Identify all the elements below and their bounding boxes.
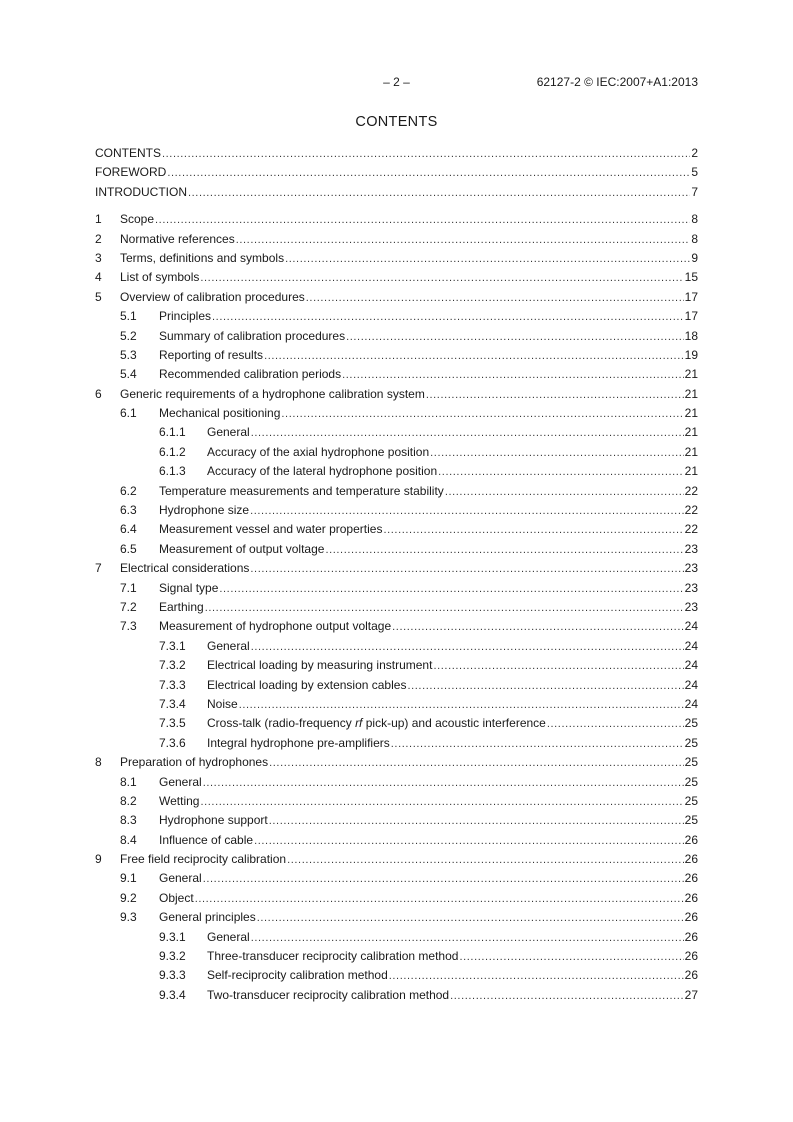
toc-entry-number: 9 bbox=[95, 852, 102, 867]
toc-entry[interactable] bbox=[95, 638, 698, 657]
toc-entry-title: Generic requirements of a hydrophone calibration system bbox=[120, 386, 425, 401]
toc-entry-number: 7.3.1 bbox=[159, 638, 186, 653]
toc-entry-page: 26 bbox=[684, 910, 698, 925]
toc-entry-number: 8.3 bbox=[120, 813, 137, 828]
toc-entry-page: 15 bbox=[684, 270, 698, 285]
toc-entry-number: 7.3.6 bbox=[159, 735, 186, 750]
toc-entry-title: Three-transducer reciprocity calibration method bbox=[207, 949, 459, 964]
dot-leader bbox=[212, 308, 684, 325]
toc-entry[interactable] bbox=[95, 211, 698, 230]
toc-entry[interactable] bbox=[95, 890, 698, 909]
toc-entry[interactable] bbox=[95, 851, 698, 870]
toc-entry-page: 17 bbox=[684, 309, 698, 324]
toc-entry-title: Reporting of results bbox=[159, 347, 264, 362]
toc-entry-page: 25 bbox=[684, 774, 698, 789]
toc-entry[interactable] bbox=[95, 347, 698, 366]
toc-entry-page: 17 bbox=[684, 289, 698, 304]
toc-entry-page: 24 bbox=[684, 638, 698, 653]
toc-entry-number: 9.3.1 bbox=[159, 929, 186, 944]
toc-entry[interactable] bbox=[95, 754, 698, 773]
dot-leader bbox=[195, 890, 684, 907]
dot-leader bbox=[281, 405, 683, 422]
toc-entry-number: 9.2 bbox=[120, 890, 137, 905]
toc-entry-title: General principles bbox=[159, 910, 256, 925]
toc-entry-page: 23 bbox=[684, 541, 698, 556]
toc-entry-title: Mechanical positioning bbox=[159, 406, 281, 421]
toc-entry-number: 2 bbox=[95, 231, 102, 246]
toc-entry[interactable] bbox=[95, 145, 698, 164]
toc-entry[interactable] bbox=[95, 184, 698, 203]
toc-entry[interactable] bbox=[95, 870, 698, 889]
dot-leader bbox=[203, 870, 684, 887]
toc-entry[interactable] bbox=[95, 948, 698, 967]
toc-entry-number: 9.3.4 bbox=[159, 987, 186, 1002]
toc-entry[interactable] bbox=[95, 812, 698, 831]
dot-leader bbox=[383, 521, 683, 538]
toc-entry-page: 9 bbox=[691, 250, 698, 265]
toc-entry-title: Normative references bbox=[120, 231, 235, 246]
dot-leader bbox=[254, 832, 684, 849]
dot-leader bbox=[269, 754, 684, 771]
toc-entry-page: 24 bbox=[684, 658, 698, 673]
dot-leader bbox=[264, 347, 684, 364]
toc-entry-title: Electrical considerations bbox=[120, 561, 250, 576]
toc-entry-number: 6.2 bbox=[120, 483, 137, 498]
dot-leader bbox=[547, 715, 684, 732]
toc-entry[interactable] bbox=[95, 929, 698, 948]
toc-entry-title: Self-reciprocity calibration method bbox=[207, 968, 388, 983]
dot-leader bbox=[433, 657, 683, 674]
toc-entry-number: 7.3.2 bbox=[159, 658, 186, 673]
dot-leader bbox=[203, 774, 684, 791]
toc-entry-number: 5.3 bbox=[120, 347, 137, 362]
toc-entry[interactable] bbox=[95, 405, 698, 424]
toc-entry-number: 5 bbox=[95, 289, 102, 304]
toc-entry-title: Temperature measurements and temperature stability bbox=[159, 483, 444, 498]
dot-leader bbox=[392, 618, 683, 635]
toc-entry-number: 5.4 bbox=[120, 367, 137, 382]
toc-entry-page: 5 bbox=[691, 165, 698, 180]
toc-entry-page: 19 bbox=[684, 347, 698, 362]
toc-entry[interactable] bbox=[95, 444, 698, 463]
toc-entry-page: 2 bbox=[691, 146, 698, 160]
page-title: CONTENTS bbox=[355, 114, 438, 130]
toc-entry-page: 21 bbox=[684, 406, 698, 421]
dot-leader bbox=[205, 599, 684, 616]
toc-entry-title: Accuracy of the lateral hydrophone position bbox=[207, 464, 438, 479]
table-of-contents bbox=[95, 145, 698, 1006]
dot-leader bbox=[167, 164, 690, 181]
toc-entry[interactable] bbox=[95, 696, 698, 715]
toc-entry-number: 7.3 bbox=[120, 619, 137, 634]
toc-entry-number: 4 bbox=[95, 270, 102, 285]
toc-entry-title: Noise bbox=[207, 696, 238, 711]
toc-entry-number: 5.1 bbox=[120, 309, 137, 324]
toc-entry-page: 25 bbox=[684, 755, 698, 770]
dot-leader bbox=[250, 502, 684, 519]
toc-entry-number: 7 bbox=[95, 561, 102, 576]
dot-leader bbox=[459, 948, 683, 965]
dot-leader bbox=[251, 638, 684, 655]
dot-leader bbox=[219, 580, 683, 597]
toc-entry-page: 22 bbox=[684, 483, 698, 498]
dot-leader bbox=[306, 289, 684, 306]
toc-entry-title: Two-transducer reciprocity calibration method bbox=[207, 987, 450, 1002]
toc-entry[interactable] bbox=[95, 909, 698, 928]
toc-entry-title: General bbox=[159, 871, 202, 886]
toc-entry-page: 25 bbox=[684, 735, 698, 750]
toc-entry-page: 21 bbox=[684, 425, 698, 440]
dot-leader bbox=[389, 967, 684, 984]
toc-entry-page: 23 bbox=[684, 561, 698, 576]
toc-entry-number: 8.2 bbox=[120, 793, 137, 808]
toc-entry[interactable] bbox=[95, 580, 698, 599]
toc-entry-page: 21 bbox=[684, 386, 698, 401]
toc-entry[interactable] bbox=[95, 967, 698, 986]
document-id: 62127-2 © IEC:2007+A1:2013 bbox=[536, 75, 698, 89]
toc-entry-title: Earthing bbox=[159, 599, 204, 614]
toc-entry-number: 7.3.4 bbox=[159, 696, 186, 711]
toc-entry-number: 5.2 bbox=[120, 328, 137, 343]
toc-entry-title: Overview of calibration procedures bbox=[120, 289, 305, 304]
dot-leader bbox=[257, 909, 684, 926]
toc-entry-page: 22 bbox=[684, 522, 698, 537]
toc-entry[interactable] bbox=[95, 560, 698, 579]
toc-entry-page: 25 bbox=[684, 813, 698, 828]
toc-entry-page: 26 bbox=[684, 949, 698, 964]
dot-leader bbox=[426, 386, 684, 403]
toc-entry-number: 1 bbox=[95, 212, 102, 227]
toc-entry-title: Cross-talk (radio-frequency rf pick-up) and acoustic interference bbox=[207, 716, 546, 731]
toc-entry-title: INTRODUCTION bbox=[95, 184, 187, 199]
toc-entry[interactable] bbox=[95, 463, 698, 482]
toc-entry-page: 8 bbox=[691, 231, 698, 246]
toc-entry-number: 6.1.1 bbox=[159, 425, 186, 440]
toc-entry-title: General bbox=[207, 638, 250, 653]
toc-entry[interactable] bbox=[95, 386, 698, 405]
dot-leader bbox=[438, 463, 684, 480]
toc-entry-number: 6.1 bbox=[120, 406, 137, 421]
dot-leader bbox=[269, 812, 684, 829]
toc-entry-page: 21 bbox=[684, 367, 698, 382]
section-gap bbox=[95, 203, 698, 211]
toc-entry-number: 9.3.2 bbox=[159, 949, 186, 964]
dot-leader bbox=[407, 677, 683, 694]
toc-entry-title: Influence of cable bbox=[159, 832, 254, 847]
toc-entry-title: General bbox=[207, 929, 250, 944]
toc-entry-number: 3 bbox=[95, 250, 102, 265]
toc-entry-title: Recommended calibration periods bbox=[159, 367, 342, 382]
toc-entry-title: Electrical loading by extension cables bbox=[207, 677, 407, 692]
toc-entry[interactable] bbox=[95, 289, 698, 308]
toc-entry[interactable] bbox=[95, 735, 698, 754]
toc-entry-page: 23 bbox=[684, 580, 698, 595]
toc-entry-page: 27 bbox=[684, 987, 698, 1002]
toc-entry-number: 8.1 bbox=[120, 774, 137, 789]
toc-entry-page: 26 bbox=[684, 890, 698, 905]
dot-leader bbox=[251, 929, 684, 946]
toc-entry-page: 21 bbox=[684, 464, 698, 479]
toc-entry-title: FOREWORD bbox=[95, 165, 167, 180]
toc-entry-number: 9.3.3 bbox=[159, 968, 186, 983]
dot-leader bbox=[450, 987, 684, 1004]
toc-entry-title: Integral hydrophone pre-amplifiers bbox=[207, 735, 390, 750]
toc-entry-number: 6.5 bbox=[120, 541, 137, 556]
dot-leader bbox=[155, 211, 690, 228]
toc-entry-page: 7 bbox=[691, 184, 698, 199]
toc-entry[interactable] bbox=[95, 832, 698, 851]
toc-entry[interactable] bbox=[95, 987, 698, 1006]
page-number: – 2 – bbox=[383, 75, 410, 89]
toc-entry-title: Summary of calibration procedures bbox=[159, 328, 346, 343]
toc-entry-title: List of symbols bbox=[120, 270, 200, 285]
toc-entry-title: Hydrophone size bbox=[159, 503, 250, 518]
toc-entry-title: Wetting bbox=[159, 793, 200, 808]
toc-entry-page: 24 bbox=[684, 677, 698, 692]
toc-entry[interactable] bbox=[95, 366, 698, 385]
toc-entry-number: 6.1.3 bbox=[159, 464, 186, 479]
toc-entry-number: 7.3.3 bbox=[159, 677, 186, 692]
dot-leader bbox=[430, 444, 684, 461]
dot-leader bbox=[200, 793, 683, 810]
toc-entry-title: Terms, definitions and symbols bbox=[120, 250, 285, 265]
toc-entry-number: 8 bbox=[95, 755, 102, 770]
toc-entry-page: 24 bbox=[684, 619, 698, 634]
toc-entry-title: Free field reciprocity calibration bbox=[120, 852, 287, 867]
dot-leader bbox=[162, 145, 690, 162]
toc-entry-page: 26 bbox=[684, 832, 698, 847]
toc-entry-page: 25 bbox=[684, 793, 698, 808]
toc-entry-number: 9.3 bbox=[120, 910, 137, 925]
toc-entry[interactable] bbox=[95, 715, 698, 734]
toc-entry-number: 6.4 bbox=[120, 522, 137, 537]
toc-entry[interactable] bbox=[95, 424, 698, 443]
toc-entry-title: Measurement of hydrophone output voltage bbox=[159, 619, 392, 634]
toc-entry-page: 24 bbox=[684, 696, 698, 711]
toc-entry[interactable] bbox=[95, 483, 698, 502]
toc-entry-page: 8 bbox=[691, 212, 698, 227]
toc-entry-title: Electrical loading by measuring instrument bbox=[207, 658, 433, 673]
dot-leader bbox=[391, 735, 684, 752]
toc-entry-number: 7.2 bbox=[120, 599, 137, 614]
toc-entry[interactable] bbox=[95, 250, 698, 269]
toc-entry-title: Hydrophone support bbox=[159, 813, 268, 828]
dot-leader bbox=[251, 424, 684, 441]
toc-entry-title: Measurement of output voltage bbox=[159, 541, 325, 556]
dot-leader bbox=[236, 231, 691, 248]
toc-entry-page: 22 bbox=[684, 503, 698, 518]
toc-entry-number: 6.1.2 bbox=[159, 444, 186, 459]
toc-entry-page: 26 bbox=[684, 929, 698, 944]
toc-entry-number: 7.1 bbox=[120, 580, 137, 595]
toc-entry-page: 26 bbox=[684, 968, 698, 983]
toc-entry[interactable] bbox=[95, 677, 698, 696]
toc-entry[interactable] bbox=[95, 328, 698, 347]
toc-entry-page: 18 bbox=[684, 328, 698, 343]
toc-entry-title: Measurement vessel and water properties bbox=[159, 522, 383, 537]
toc-entry-title: Accuracy of the axial hydrophone position bbox=[207, 444, 430, 459]
toc-entry-title: Scope bbox=[120, 212, 155, 227]
toc-entry-number: 6 bbox=[95, 386, 102, 401]
toc-entry-page: 23 bbox=[684, 599, 698, 614]
toc-entry[interactable] bbox=[95, 774, 698, 793]
toc-entry[interactable] bbox=[95, 599, 698, 618]
toc-entry[interactable] bbox=[95, 308, 698, 327]
dot-leader bbox=[346, 328, 684, 345]
toc-entry-title: General bbox=[207, 425, 250, 440]
dot-leader bbox=[285, 250, 690, 267]
toc-entry[interactable] bbox=[95, 657, 698, 676]
toc-entry[interactable] bbox=[95, 521, 698, 540]
toc-entry-number: 6.3 bbox=[120, 503, 137, 518]
toc-entry-title: General bbox=[159, 774, 202, 789]
dot-leader bbox=[287, 851, 684, 868]
toc-entry-number: 9.1 bbox=[120, 871, 137, 886]
toc-entry-title: CONTENTS bbox=[95, 146, 161, 160]
page-header bbox=[95, 75, 698, 91]
toc-entry[interactable] bbox=[95, 164, 698, 183]
toc-entry-number: 8.4 bbox=[120, 832, 137, 847]
dot-leader bbox=[325, 541, 683, 558]
dot-leader bbox=[250, 560, 683, 577]
toc-entry-title: Principles bbox=[159, 309, 212, 324]
toc-entry-title: Object bbox=[159, 890, 194, 905]
toc-entry[interactable] bbox=[95, 541, 698, 560]
toc-entry-page: 26 bbox=[684, 852, 698, 867]
toc-entry-page: 26 bbox=[684, 871, 698, 886]
toc-entry[interactable] bbox=[95, 231, 698, 250]
dot-leader bbox=[342, 366, 684, 383]
toc-entry[interactable] bbox=[95, 502, 698, 521]
dot-leader bbox=[239, 696, 684, 713]
toc-entry-title: Signal type bbox=[159, 580, 219, 595]
toc-entry-page: 25 bbox=[684, 716, 698, 731]
toc-entry[interactable] bbox=[95, 269, 698, 288]
toc-entry-page: 21 bbox=[684, 444, 698, 459]
dot-leader bbox=[188, 184, 690, 201]
toc-entry-title: Preparation of hydrophones bbox=[120, 755, 269, 770]
toc-entry[interactable] bbox=[95, 793, 698, 812]
toc-entry-number: 7.3.5 bbox=[159, 716, 186, 731]
toc-entry[interactable] bbox=[95, 618, 698, 637]
dot-leader bbox=[445, 483, 684, 500]
dot-leader bbox=[200, 269, 683, 286]
